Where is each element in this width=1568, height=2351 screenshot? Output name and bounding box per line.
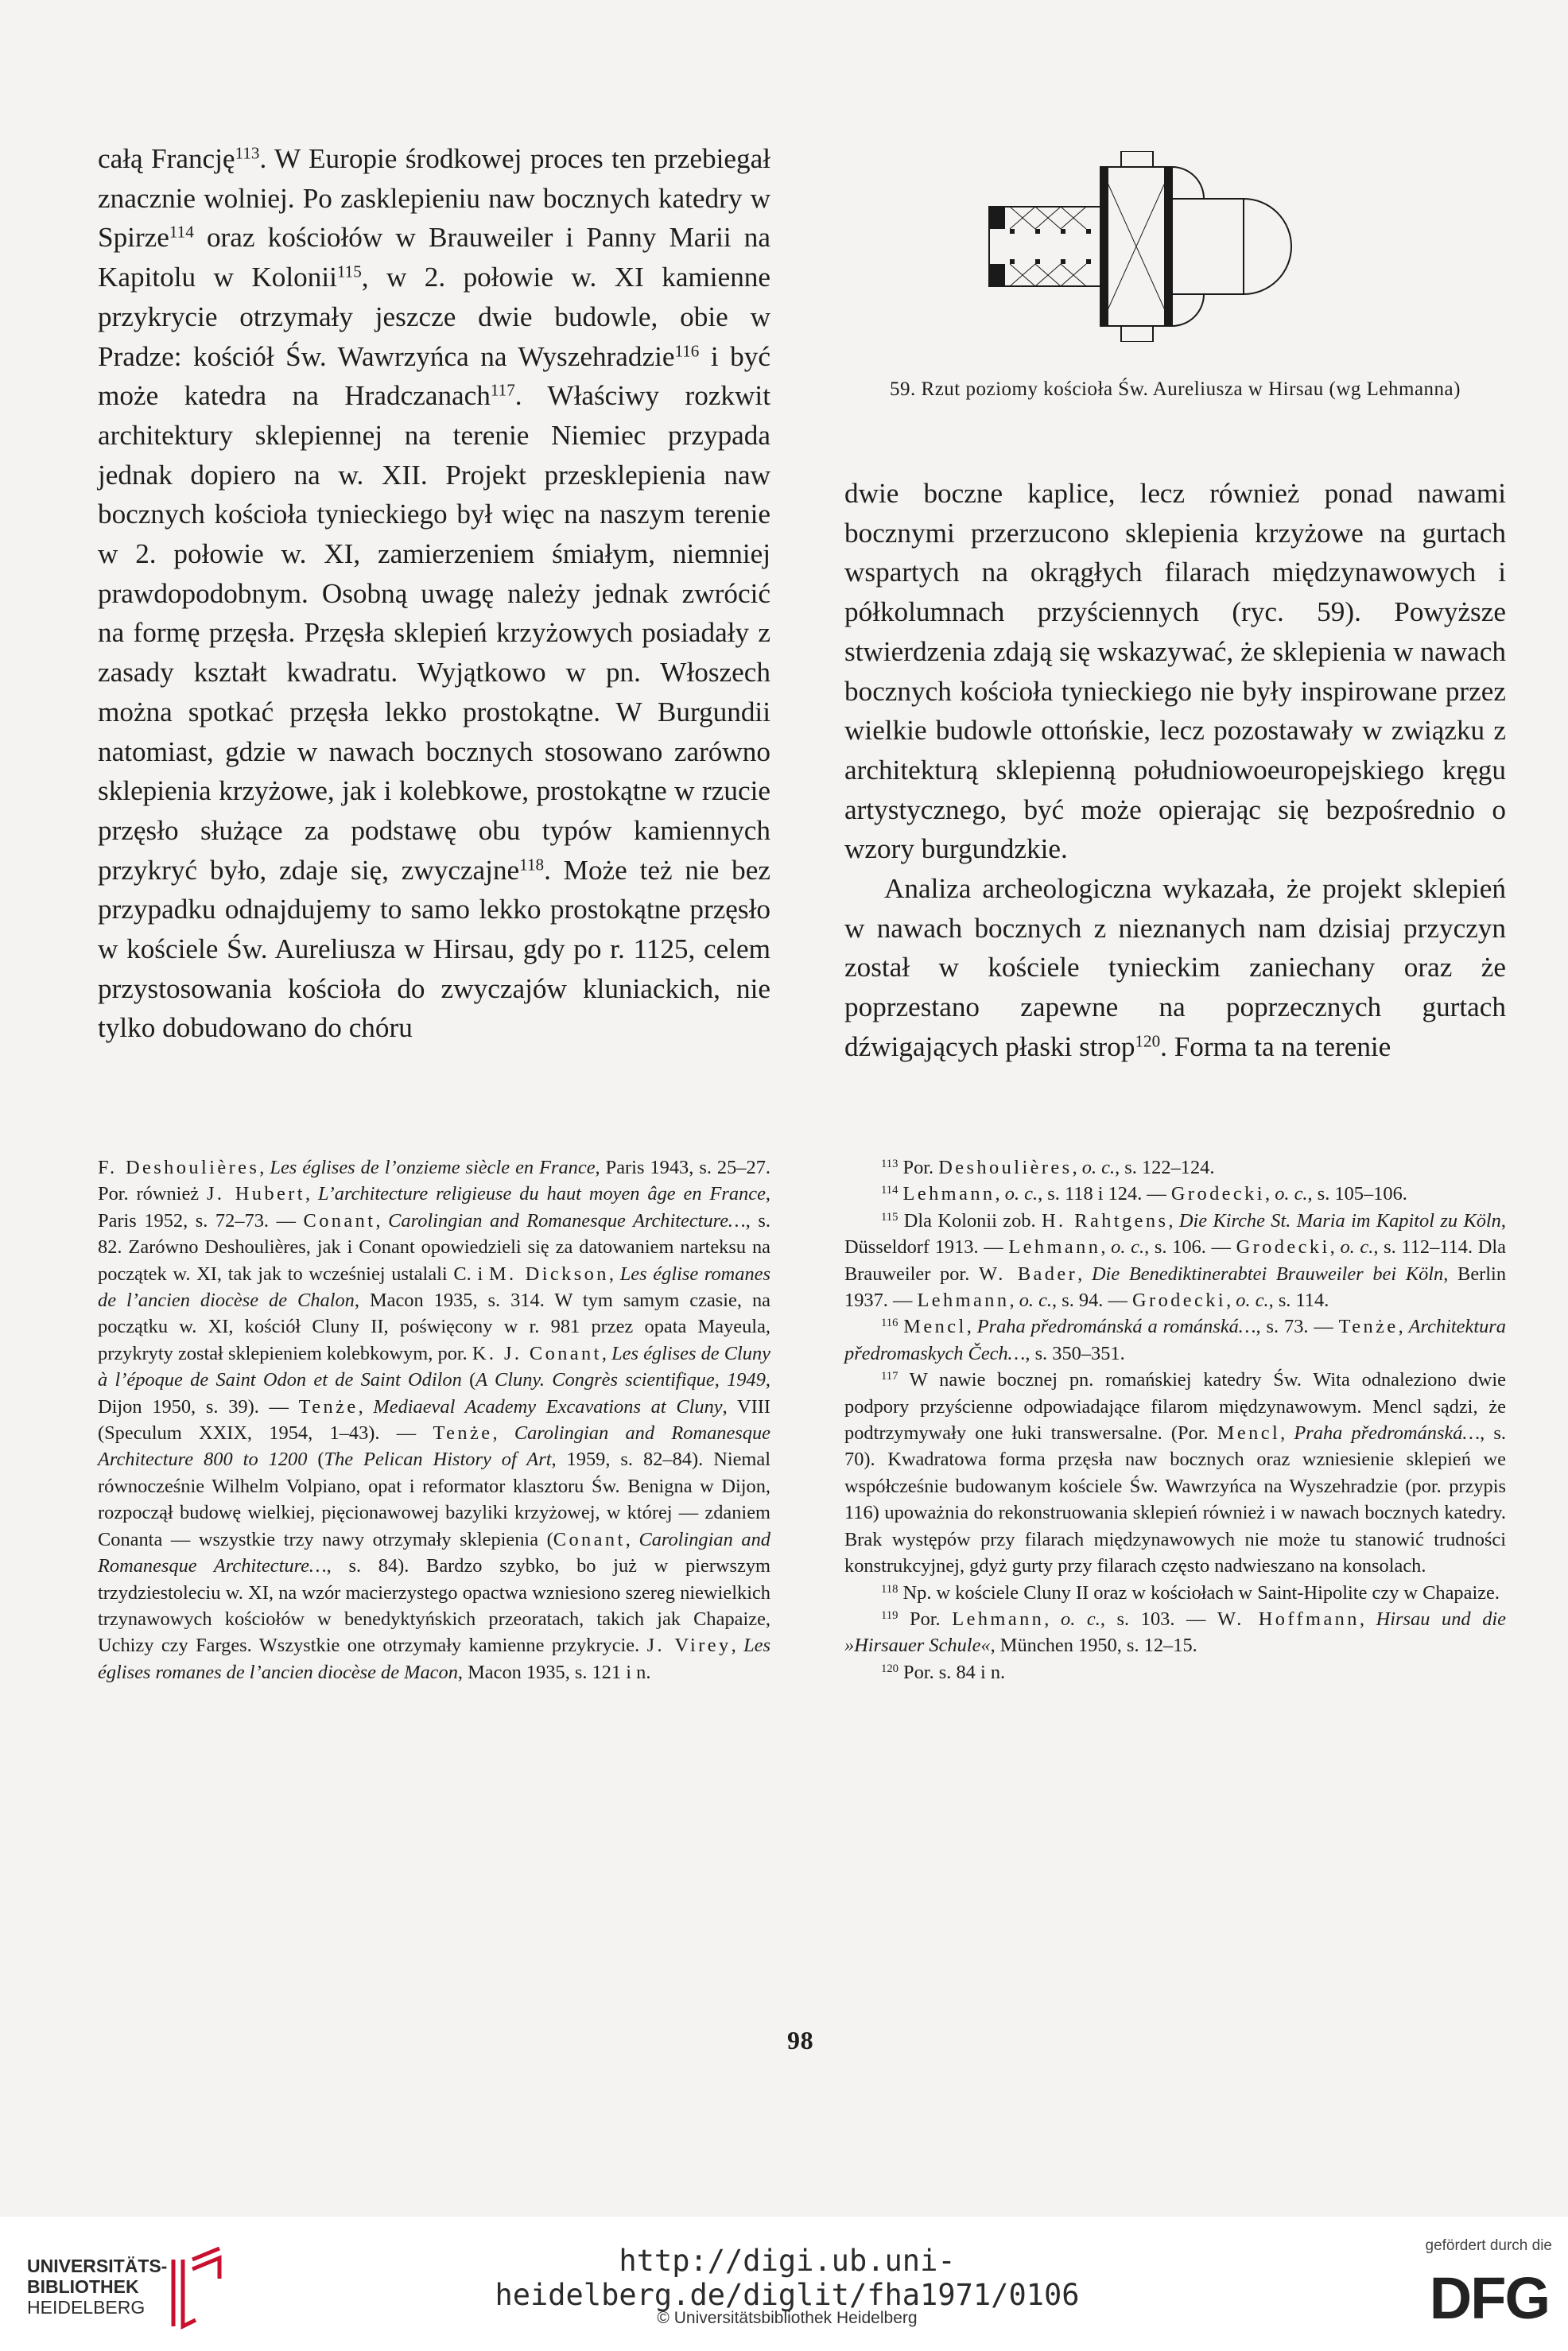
italic-title: Les église romanes de l’ancien diocèse de Chalon xyxy=(98,1263,770,1312)
italic-title: Architektura předromaskych Čech… xyxy=(844,1316,1506,1364)
text-run: , xyxy=(1329,1236,1341,1259)
text-run: , xyxy=(492,1422,514,1445)
italic-title: o. c. xyxy=(1081,1157,1116,1178)
italic-title: A Cluny. Congrès scientifique, 1949 xyxy=(475,1369,766,1391)
text-run: , xyxy=(1009,1290,1019,1312)
text-run: Dla Kolonii zob. xyxy=(898,1209,1042,1232)
author-name: Tenże xyxy=(1338,1316,1399,1338)
text-run: Por. s. 84 i n. xyxy=(898,1661,1006,1683)
text-run: , xyxy=(305,1183,319,1205)
text-run: , xyxy=(1398,1316,1409,1338)
author-name: Tenże xyxy=(433,1422,493,1445)
text-run: , Düsseldorf 1913. — xyxy=(844,1209,1506,1259)
text-run: . Właściwy rozkwit architektury sklepiennej na terenie Niemiec przypada jednak dopiero na w. XII. Projekt przesklepienia naw bocznych kościoła tynieckiego był więc na naszym terenie w 2. połowie w. XI, zamierzeniem śmiałym, niemniej prawdopodobnym. Osobną uwagę należy jednak zwrócić na formę przęsła. Przęsła sklepień krzyżowych posiadały z zasady kształt kwadratu. Wyjątkowo w pn. Włoszech można spotkać przęsła lekko prostokątne. W Burgundii natomiast, gdzie w nawach bocznych stosowano zarówno sklepienia krzyżowe, jak i kolebkowe, prostokątne w rzucie przęsło służące za podstawę obu typów kamiennych przykryć było, zdaje się, zwyczajne xyxy=(98,380,770,886)
author-name: Grodecki xyxy=(1236,1236,1330,1259)
author-name: J. Virey xyxy=(646,1635,732,1657)
text-run: dwie boczne kaplice, lecz również ponad nawami bocznymi przerzucono sklepienia krzyżowe na gurtach wspartych na okrągłych filarach międzynawowych i półkolumnach przyściennych (ryc. 59). Powyższe stwierdzenia zdają się wskazywać, że sklepienia w nawach bocznych kościoła tynieckiego nie były inspirowane przez wielkie budowle ottońskie, lecz pozostawały w związku z architekturą sklepienną południowoeuropejskiego kręgu artystycznego, być może opierając się bezpośrednio o wzory burgundzkie. xyxy=(844,478,1506,865)
footnote xyxy=(844,1313,1506,1367)
italic-title: o. c. xyxy=(1019,1290,1053,1312)
text-run: , xyxy=(259,1157,270,1178)
text-run: , München 1950, s. 12–15. xyxy=(990,1635,1197,1657)
text-run: , xyxy=(1077,1263,1092,1285)
text-run: , s. 114. xyxy=(1268,1290,1329,1312)
text-run: , xyxy=(1359,1608,1376,1630)
text-run: , s. 73. — xyxy=(1256,1316,1339,1338)
text-run: , VIII (Speculum XXIX, 1954, 1–43). — xyxy=(98,1395,770,1445)
italic-title: Die Kirche St. Maria im Kapitol zu Köln xyxy=(1178,1209,1501,1232)
footnote-ref: 117 xyxy=(490,380,515,400)
text-run: , xyxy=(1280,1422,1294,1445)
text-run: , xyxy=(995,1183,1005,1205)
text-run: , s. 70). Kwadratowa forma przęsła naw bocznych oraz wzniesienie sklepień we współcześnie budowanym kościele Św. Wawrzyńca na Wyszehradzie (por. przypis 116) upoważnia do rekonstruowania sklepień również i w nawach bocznych katedry. Brak występów przy filarach międzynawowych nie może tu stanowić trudności konstrukcyjnej, gdyż gurty przy filarach często nadwieszano na konsolach. xyxy=(844,1422,1506,1577)
text-run: i być może katedra na Hradczanach xyxy=(98,340,770,412)
author-name: H. Rahtgens xyxy=(1041,1209,1169,1232)
text-run: , s. 105–106. xyxy=(1307,1183,1407,1205)
dfg-logo xyxy=(1393,2264,1552,2328)
text-run: , s. 106. — xyxy=(1144,1236,1236,1259)
italic-title: L’architecture religieuse du haut moyen âge en France xyxy=(318,1183,766,1205)
text-run: , Berlin 1937. — xyxy=(844,1263,1507,1312)
text-run: . W Europie środkowej proces ten przebiegał znacznie wolniej. Po zasklepieniu naw bocznych katedry w Spirze xyxy=(98,143,770,254)
paragraph xyxy=(844,474,1506,869)
text-run: , xyxy=(375,1209,389,1232)
paragraph xyxy=(98,139,770,1048)
text-run: , s. 94. — xyxy=(1052,1290,1132,1312)
author-name: Mencl xyxy=(903,1316,967,1338)
library-name-line2: BIBLIOTHEK xyxy=(27,2276,139,2297)
italic-title: o. c. xyxy=(1275,1183,1308,1205)
author-name: W. Bader xyxy=(979,1263,1078,1285)
text-run: , Macon 1935, s. 314. W tym samym czasie, na początku w. XI, kościół Cluny II, poświęcony w r. 981 przez opata Mayeula, przykryty został sklepieniem kolebkowym, por. xyxy=(98,1290,770,1364)
italic-title: o. c. xyxy=(1004,1183,1038,1205)
text-run: W nawie bocznej pn. romańskiej katedry Św. Wita odnaleziono dwie podpory przyścienne odpowiadające filarom międzynawowym. Mencl sądzi, że podtrzymywały one łuki transwersalne. (Por. xyxy=(844,1369,1506,1445)
footnote-ref: 119 xyxy=(881,1608,898,1622)
author-name: Tenże xyxy=(298,1395,359,1418)
svg-text:DFG: DFG xyxy=(1429,2265,1549,2328)
text-run: , s. 82. Zarówno Deshoulières, jak i Conant opowiedzieli się za datowaniem narteksu na początek w. XI, tak jak to wcześniej ustalali C. i xyxy=(98,1209,770,1285)
text-run: ( xyxy=(461,1369,476,1391)
text-run: , s. 122–124. xyxy=(1115,1157,1215,1178)
author-name: Mencl xyxy=(1217,1422,1281,1445)
author-name: Lehmann xyxy=(952,1608,1045,1630)
text-run: , Paris 1952, s. 72–73. — xyxy=(98,1183,771,1232)
text-run: . Może też nie bez przypadku odnajdujemy to samo lekko prostokątne przęsło w kościele Św. Aureliusza w Hirsau, gdy po r. 1125, celem przystosowania kościoła do zwyczajów kluniackich, nie tylko dobudowano do chóru xyxy=(98,854,770,1044)
footnotes-left-column xyxy=(98,1154,770,1686)
text-run: , w 2. połowie w. XI kamienne przykrycie otrzymały jeszcze dwie budowle, obie w Pradze: kościół Św. Wawrzyńca na Wyszehradzie xyxy=(98,262,771,372)
italic-title: Carolingian and Romanesque Architecture 800 to 1200 xyxy=(98,1422,770,1471)
text-run: , Macon 1935, s. 121 i n. xyxy=(457,1661,651,1683)
text-run: , xyxy=(1168,1209,1179,1232)
italic-title: Carolingian and Romanesque Architecture… xyxy=(98,1528,770,1577)
text-run: Por. xyxy=(898,1608,953,1630)
author-name: Lehmann xyxy=(917,1290,1010,1312)
footnote-ref: 116 xyxy=(881,1317,898,1330)
footnote-ref: 115 xyxy=(881,1210,898,1224)
footnote xyxy=(844,1181,1506,1207)
figure-caption: 59. Rzut poziomy kościoła Św. Aureliusza w Hirsau (wg Lehmanna) xyxy=(890,378,1461,400)
text-run: Analiza archeologiczna wykazała, że projekt sklepień w nawach bocznych z nieznanych nam dzisiaj przyczyn został w kościele tynieckim zaniechany oraz że poprzestano zapewne na poprzecznych gurtach dźwigających płaski strop xyxy=(844,873,1506,1062)
text-run: , xyxy=(608,1263,620,1285)
footnote xyxy=(844,1606,1506,1659)
library-name-line1: UNIVERSITÄTS- xyxy=(27,2256,168,2276)
italic-title: Les églises de Cluny à l’époque de Saint Odon et de Saint Odilon xyxy=(98,1342,770,1391)
italic-title: o. c. xyxy=(1236,1290,1269,1312)
italic-title: The Pelican History of Art xyxy=(324,1449,552,1471)
footnote-ref: 120 xyxy=(881,1662,898,1675)
author-name: Grodecki xyxy=(1132,1290,1227,1312)
italic-title: Les églises de l’onzieme siècle en France xyxy=(270,1157,596,1178)
page-number: 98 xyxy=(787,2026,814,2054)
text-run: Por. xyxy=(898,1157,939,1178)
italic-title: Les églises romanes de l’ancien diocèse de Macon xyxy=(98,1635,770,1683)
text-run: , xyxy=(1264,1183,1275,1205)
italic-title: Praha předrománská a románská… xyxy=(976,1316,1256,1338)
text-run: , xyxy=(625,1528,639,1550)
italic-title: o. c. xyxy=(1061,1608,1100,1630)
text-run: . Forma ta na terenie xyxy=(1160,1030,1391,1062)
author-name: Lehmann xyxy=(902,1183,996,1205)
italic-title: o. c. xyxy=(1340,1236,1374,1259)
text-run: oraz kościołów w Brauweiler i Panny Marii na Kapitolu w Kolonii xyxy=(98,222,770,293)
permalink-url[interactable]: http://digi.ub.uni-heidelberg.de/diglit/fha1971/0106 xyxy=(495,2244,1080,2312)
church-floor-plan-figure xyxy=(986,151,1352,342)
text-run: , s. 84). Bardzo szybko, bo już w pierwszym trzydziestoleciu w. XI, na wzór macierzystego opactwa wzniesiono szereg niewielkich trzynawowych kościołów w benedyktyńskich przeoratach, takich jak Chapaize, Uchizy czy Farges. Wszystkie one otrzymały kamienne przykrycie. xyxy=(98,1555,770,1657)
paragraph xyxy=(844,869,1506,1067)
funding-note: gefördert durch die xyxy=(1425,2237,1552,2254)
text-run: , Paris 1943, s. 25–27. Por. również xyxy=(98,1157,770,1205)
text-run: całą Francję xyxy=(98,143,235,174)
footnote-ref: 116 xyxy=(674,340,700,360)
author-name: K. J. Conant xyxy=(472,1342,602,1364)
footnote-ref: 118 xyxy=(881,1582,898,1596)
text-run: Np. w kościele Cluny II oraz w kościołach w Saint-Hipolite czy w Chapaize. xyxy=(898,1581,1500,1604)
author-name: Conant xyxy=(553,1528,626,1550)
footnote-ref: 120 xyxy=(1135,1031,1161,1051)
author-name: F. Deshoulières xyxy=(98,1157,260,1178)
italic-title: Praha předrománská… xyxy=(1294,1422,1481,1445)
italic-title: Carolingian and Romanesque Architecture… xyxy=(388,1209,746,1232)
text-run: , s. 112–114. Dla Brauweiler por. xyxy=(844,1236,1506,1285)
author-name: Deshoulières xyxy=(938,1157,1073,1178)
footnote-ref: 114 xyxy=(881,1184,898,1197)
author-name: J. Hubert xyxy=(207,1183,305,1205)
text-run: , xyxy=(358,1395,374,1418)
italic-title: o. c. xyxy=(1111,1236,1145,1259)
footnote xyxy=(844,1659,1506,1686)
text-run: , xyxy=(1100,1236,1112,1259)
footnote xyxy=(98,1154,770,1686)
text-run: , xyxy=(1226,1290,1236,1312)
author-name: W. Hoffmann xyxy=(1217,1608,1360,1630)
footnote-ref: 117 xyxy=(881,1370,898,1383)
footnote-ref: 115 xyxy=(336,262,362,281)
text-run: , xyxy=(601,1342,612,1364)
footnote-ref: 113 xyxy=(235,143,260,163)
footnote-ref: 114 xyxy=(169,222,194,242)
footnote-ref: 118 xyxy=(519,855,545,875)
italic-title: Mediaeval Academy Excavations at Cluny xyxy=(373,1395,723,1418)
text-run: , xyxy=(1044,1608,1062,1630)
main-text-left-column xyxy=(98,139,770,1048)
footnotes-right-column xyxy=(844,1154,1506,1686)
italic-title: Hirsau und die »Hirsauer Schule« xyxy=(844,1608,1507,1657)
text-run: , xyxy=(1072,1157,1082,1178)
library-name-line3: HEIDELBERG xyxy=(27,2297,146,2318)
text-run: , s. 118 i 124. — xyxy=(1038,1183,1171,1205)
author-name: Conant xyxy=(303,1209,376,1232)
text-run: , xyxy=(966,1316,977,1338)
footnote-ref: 113 xyxy=(881,1157,898,1170)
copyright-notice: © Universitätsbibliothek Heidelberg xyxy=(657,2309,918,2327)
author-name: Lehmann xyxy=(1008,1236,1101,1259)
text-run: , 1959, s. 82–84). Niemal równocześnie Wilhelm Volpiano, opat i reformator klasztoru Św. Benigna w Dijon, rozpoczął budowę wielkiej, pięcionawowej bazyliki krzyżowej, w której — zdaniem Conanta — wszystkie trzy nawy otrzymały sklepienia ( xyxy=(98,1449,770,1550)
text-run: , xyxy=(731,1635,744,1657)
main-text-right-column xyxy=(844,474,1506,1067)
author-name: Grodecki xyxy=(1170,1183,1265,1205)
footnote xyxy=(844,1367,1506,1579)
author-name: M. Dickson xyxy=(488,1263,609,1285)
footnote xyxy=(844,1154,1506,1181)
italic-title: Die Benediktinerabtei Brauweiler bei Köln xyxy=(1091,1263,1444,1285)
text-run: ( xyxy=(307,1449,324,1471)
text-run: , Dijon 1950, s. 39). — xyxy=(98,1369,770,1418)
text-run: , s. 350–351. xyxy=(1025,1342,1125,1364)
footnote xyxy=(844,1208,1506,1314)
text-run: , s. 103. — xyxy=(1100,1608,1218,1630)
footnote xyxy=(844,1580,1506,1606)
